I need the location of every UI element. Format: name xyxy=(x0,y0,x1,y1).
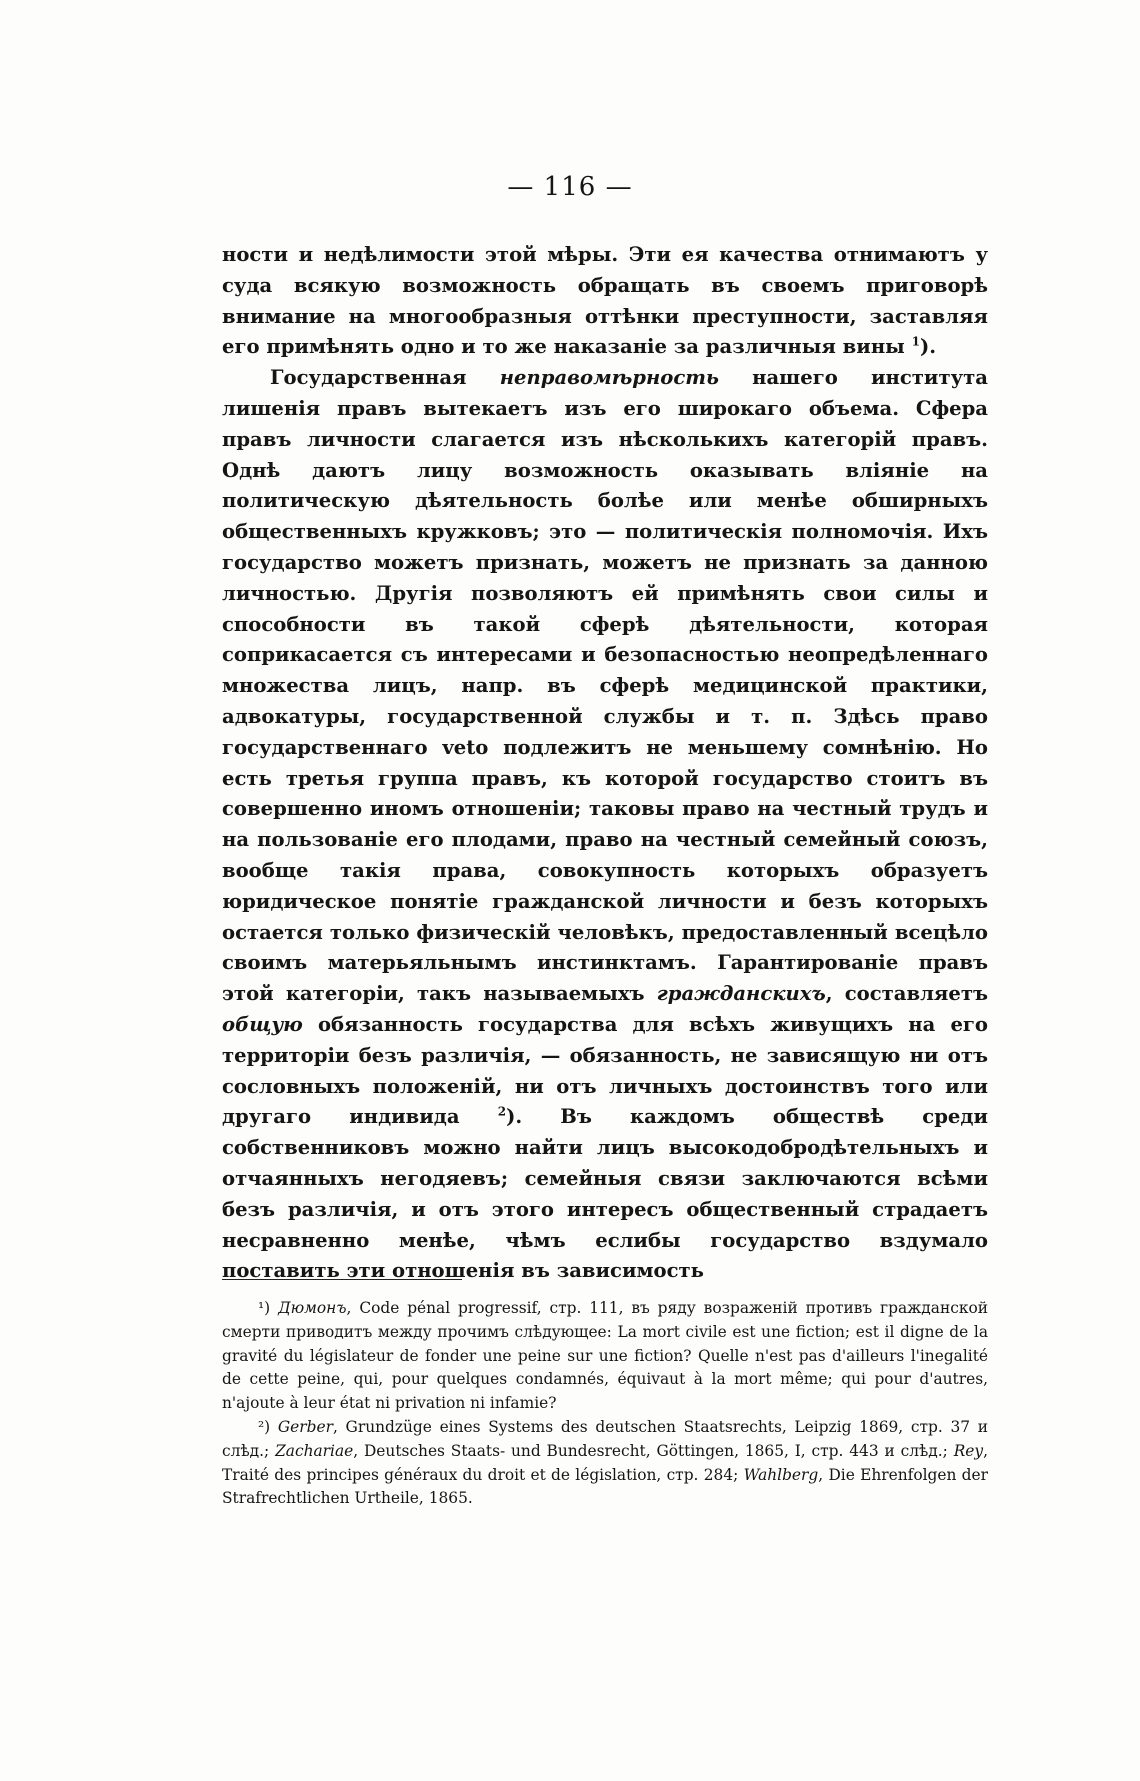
footnote-ref-1: 1 xyxy=(911,334,920,349)
emphasis-nepravomernost: неправомѣрность xyxy=(499,366,719,390)
paragraph-2 xyxy=(222,363,988,1287)
footnote-2-author-zachariae: Zachariae xyxy=(275,1441,354,1460)
footnote-2-author-gerber: Gerber xyxy=(277,1417,333,1436)
main-text xyxy=(222,240,988,1287)
emphasis-grazhdanskikh: гражданскихъ xyxy=(656,982,826,1006)
footnote-2 xyxy=(222,1416,988,1511)
footnote-1-text: , Code pénal progressif, стр. 111, въ ряду возраженій противъ гражданской смерти приводитъ между прочимъ слѣдующее: La mort civile est une fiction; est il digne de la gravité du législateur de fonder une peine sur une fiction? Quelle n'est pas d'ailleurs l'inegalité de cette peine, qui, pour quelques condamnés, équivaut à la mort même; qui pour d'autres, n'ajoute à leur état ni privation ni infamie? xyxy=(222,1299,988,1413)
paragraph-1-text: ности и недѣлимости этой мѣры. Эти ея качества отнимаютъ у суда всякую возможность обращать въ своемъ приговорѣ внимание на многообразныя оттѣнки преступности, заставляя его примѣнять одно и то же наказаніе за различныя вины xyxy=(222,243,988,359)
footnote-2-text-1: , Grundzüge eines Systems des deutschen Staatsrechts, Leipzig 1869, стр. 37 и слѣд.; xyxy=(222,1417,988,1460)
footnote-ref-2: 2 xyxy=(497,1104,507,1119)
footnote-2-marker: ²) xyxy=(258,1417,271,1436)
footnote-2-text-2: , Deutsches Staats- und Bundesrecht, Göttingen, 1865, I, стр. 443 и слѣд.; xyxy=(353,1441,948,1460)
footnote-1-marker: ¹) xyxy=(258,1299,271,1317)
footnote-2-text-4: , Die Ehrenfolgen der Strafrechtlichen Urtheile, 1865. xyxy=(222,1465,988,1508)
paragraph-2-mid-2: , составляетъ xyxy=(825,982,989,1006)
paragraph-2-end: ). Въ каждомъ обществѣ среди собственниковъ можно найти лицъ высокодобродѣтельныхъ и отчаянныхъ негодяевъ; семейныя связи заключаются всѣми безъ различія, и отъ этого интересъ общественный страдаетъ несравненно менѣе, чѣмъ еслибы государство вздумало поставить эти отношенія въ зависимость xyxy=(222,1105,988,1283)
paragraph-2-start: Государственная xyxy=(270,366,467,390)
paragraph-2-mid-3: обязанность государства для всѣхъ живущихъ на его территоріи безъ различія, — обязанность, не зависящую ни отъ сословныхъ положеній, ни отъ личныхъ достоинствъ того или другаго индивида xyxy=(222,1012,988,1129)
paragraph-1 xyxy=(222,240,988,363)
footnote-separator xyxy=(222,1279,462,1280)
footnote-1 xyxy=(222,1297,988,1416)
footnote-2-author-wahlberg: Wahlberg xyxy=(743,1465,819,1484)
emphasis-obshchuyu: общую xyxy=(222,1012,303,1036)
footnote-2-author-rey: Rey xyxy=(953,1441,984,1460)
footnote-1-author: Дюмонъ xyxy=(278,1299,347,1317)
page-number: — 116 — xyxy=(507,172,633,202)
paragraph-1-end: ). xyxy=(920,335,937,359)
footnotes xyxy=(222,1297,988,1511)
footnote-2-text-3: , Traité des principes généraux du droit et de législation, стр. 284; xyxy=(222,1441,988,1484)
paragraph-2-mid-1: нашего института лишенія правъ вытекаетъ изъ его широкаго объема. Сфера правъ личности слагается изъ нѣсколькихъ категорій правъ. Однѣ даютъ лицу возможность оказывать вліяніе на политическую дѣятельность болѣе или менѣе обширныхъ общественныхъ кружковъ; это — политическія полномочія. Ихъ государство можетъ признать, можетъ не признать за данною личностью. Другія позволяютъ ей примѣнять свои силы и способности въ такой сферѣ дѣятельности, которая соприкасается съ интересами и безопасностью неопредѣленнаго множества лицъ, напр. въ сферѣ медицинской практики, адвокатуры, государственной службы и т. п. Здѣсь право государственнаго veto подлежитъ не меньшему сомнѣнію. Но есть третья группа правъ, къ которой государство стоитъ въ совершенно иномъ отношеніи; таковы право на честный трудъ и на пользованіе его плодами, право на честный семейный союзъ, вообще такія права, совокупность которыхъ образуетъ юридическое понятіе гражданской личности и безъ которыхъ остается только физическій человѣкъ, предоставленный всецѣло своимъ матерьяльнымъ инстинктамъ. Гарантированіе правъ этой категоріи, такъ называемыхъ xyxy=(222,366,988,1006)
